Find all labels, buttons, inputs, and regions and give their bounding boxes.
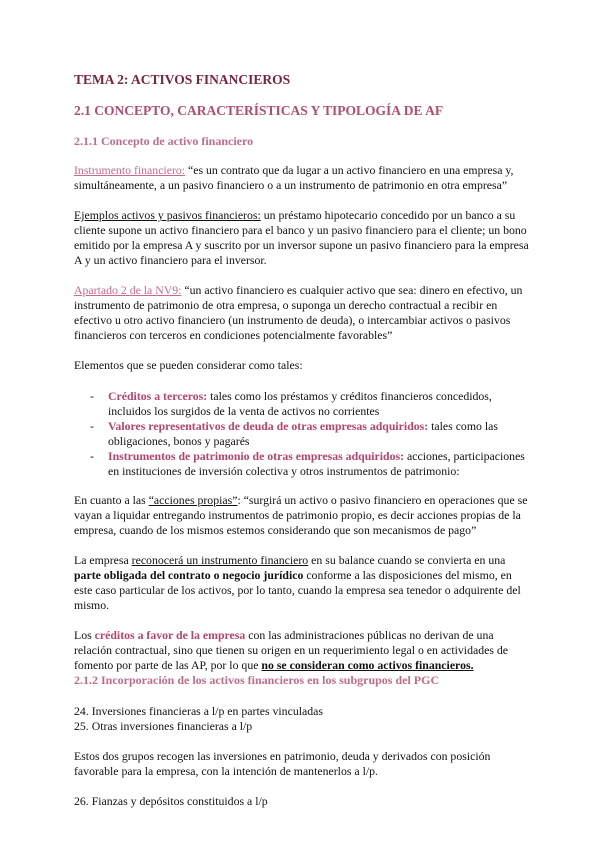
paragraph-text: La empresa (74, 553, 132, 567)
elements-list (74, 389, 530, 479)
list-item: 25. Otras inversiones financieras a l/p (74, 719, 253, 733)
paragraph-text: conforme a las disposiciones del mismo, en este caso particular de los activos, por lo tanto, cuando la empresa sea tenedor o adquirente del mismo. (74, 568, 521, 612)
list-item (90, 419, 530, 449)
section-heading: 2.1 CONCEPTO, CARACTERÍSTICAS Y TIPOLOGÍA DE AF (74, 103, 444, 118)
document-title: TEMA 2: ACTIVOS FINANCIEROS (74, 72, 291, 87)
paragraph-creditos (74, 628, 530, 673)
bold-underlined-text: no se consideran como activos financieros. (261, 658, 474, 672)
list-item (90, 389, 530, 419)
paragraph-grupos: Estos dos grupos recogen las inversiones en patrimonio, deuda y derivados con posición favorable para la empresa, con la intención de mantenerlos a l/p. (74, 749, 491, 778)
term-label: “acciones propias” (148, 493, 238, 507)
paragraph-text: En cuanto a las (74, 493, 149, 507)
bold-text: parte obligada del contrato o negocio jurídico (74, 568, 304, 582)
paragraph-elementos: Elementos que se pueden considerar como tales: (74, 358, 303, 372)
groups-list (74, 704, 530, 734)
term-label: Ejemplos activos y pasivos financieros: (74, 208, 261, 222)
list-dash: - (90, 419, 94, 433)
paragraph-text: con las administraciones públicas no derivan de una relación contractual, sino que tienen su origen en un requerimiento legal o en actividades de fomento por parte de las AP, por lo que (74, 628, 509, 672)
paragraph-text: un préstamo hipotecario concedido por un banco a su cliente supone un activo financiero para el banco y un pasivo financiero para el cliente; un bono emitido por la empresa A y suscrito por un inversor supone un pasivo financiero para la empresa A y un activo financiero para el inversor. (74, 208, 529, 267)
paragraph-text: Los (74, 628, 95, 642)
list-item: 24. Inversiones financieras a l/p en partes vinculadas (74, 704, 323, 718)
subsection-heading-2: 2.1.2 Incorporación de los activos financieros en los subgrupos del PGC (74, 673, 440, 687)
paragraph-acciones-propias (74, 493, 530, 538)
paragraph-text: : “surgirá un activo o pasivo financiero en operaciones que se vayan a liquidar entregando instrumentos de patrimonio propio, es decir acciones propias de la empresa, cuando de los mismos estemos considerando que son mecanismos de pago” (74, 493, 528, 537)
term-label: créditos a favor de la empresa (94, 628, 246, 642)
underlined-text: reconocerá un instrumento financiero (131, 553, 309, 567)
list-item-text: tales como los préstamos y créditos financieros concedidos, incluidos los surgidos de la venta de activos no corrientes (108, 389, 492, 418)
paragraph-reconocimiento (74, 553, 530, 613)
list-item-text: tales como las obligaciones, bonos y pagarés (108, 419, 498, 448)
paragraph-ejemplos (74, 208, 530, 268)
paragraph-text: en su balance cuando se convierta en una (308, 553, 506, 567)
list-item (90, 449, 530, 479)
list-item-label: Créditos a terceros: (108, 389, 208, 403)
term-label: Instrumento financiero: (74, 163, 186, 177)
paragraph-text: “un activo financiero es cualquier activo que sea: dinero en efectivo, un instrumento de patrimonio de otra empresa, o suponga un derecho contractual a recibir en efectivo u otro activo financiero (un instrumento de deuda), o intercambiar activos o pasivos financieros con terceros en condiciones potencialmente favorables” (74, 283, 523, 342)
list-dash: - (90, 389, 94, 403)
list-dash: - (90, 449, 94, 463)
list-item-label: Valores representativos de deuda de otras empresas adquiridos: (108, 419, 429, 433)
document-page (74, 72, 530, 824)
paragraph-apartado (74, 283, 530, 343)
paragraph-fianzas: 26. Fianzas y depósitos constituidos a l/p (74, 794, 268, 808)
list-item-label: Instrumentos de patrimonio de otras empresas adquiridos: (108, 449, 405, 463)
paragraph-text: “es un contrato que da lugar a un activo financiero en una empresa y, simultáneamente, a un pasivo financiero o a un instrumento de patrimonio en otra empresa” (74, 163, 514, 192)
subsection-heading-1: 2.1.1 Concepto de activo financiero (74, 134, 254, 148)
paragraph-instrumento (74, 163, 530, 193)
term-label: Apartado 2 de la NV9: (74, 283, 182, 297)
list-item-text: acciones, participaciones en instituciones de inversión colectiva y otros instrumentos de patrimonio: (108, 449, 525, 478)
